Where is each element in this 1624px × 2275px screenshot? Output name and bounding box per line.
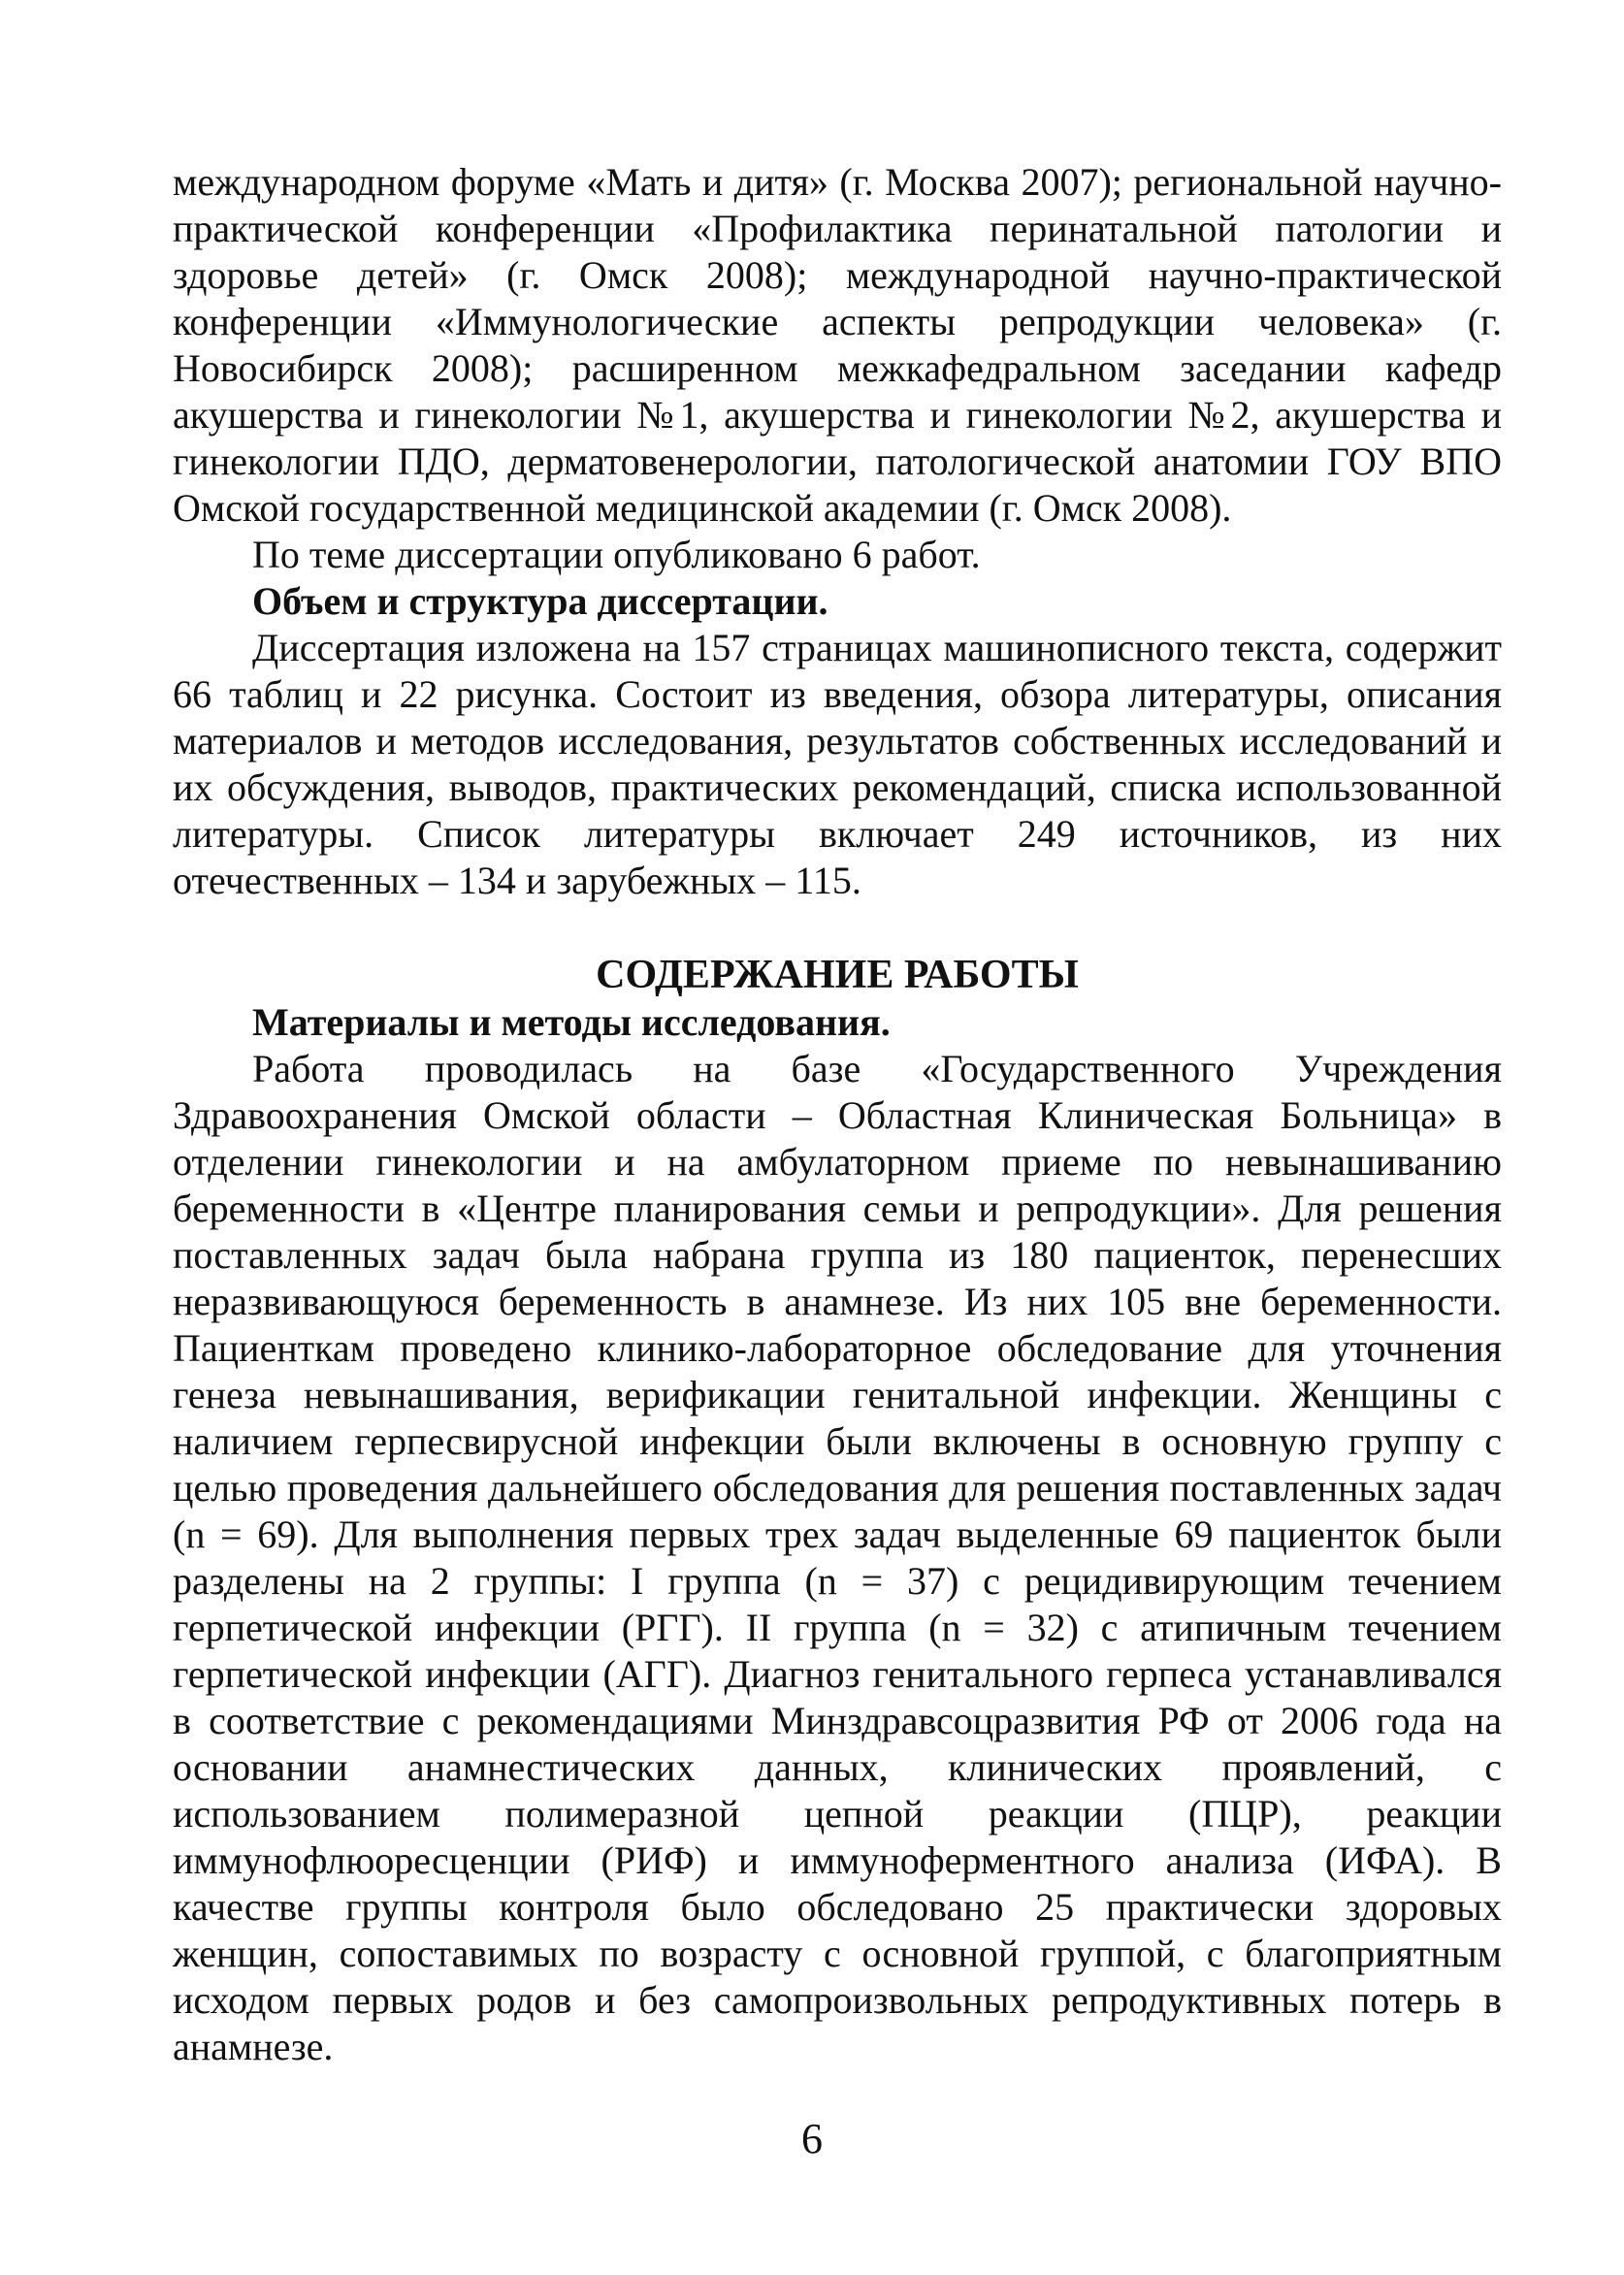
paragraph-approbation: международном форуме «Мать и дитя» (г. Москва 2007); региональной научно-практической конференции «Профилактика перинатальной патологии и здоровье детей» (г. Омск 2008); международной научно-практической конференции «Иммунологические аспекты репродукции человека» (г. Новосибирск 2008); расширенном межкафедральном заседании кафедр акушерства и гинекологии №1, акушерства и гинекологии №2, акушерства и гинекологии ПДО, дерматовенерологии, патологической анатомии ГОУ ВПО Омской государственной медицинской академии (г. Омск 2008). bbox=[173, 160, 1502, 530]
paragraph-methods: Работа проводилась на базе «Государственного Учреждения Здравоохранения Омской области – Областная Клиническая Больница» в отделении гинекологии и на амбулаторном приеме по невынашиванию беременности в «Центре планирования семьи и репродукции». Для решения поставленных задач была набрана группа из 180 пациенток, перенесших неразвивающуюся беременность в анамнезе. Из них 105 вне беременности. Пациенткам проведено клинико-лабораторное обследование для уточнения генеза невынашивания, верификации генитальной инфекции. Женщины с наличием герпесвирусной инфекции были включены в основную группу с целью проведения дальнейшего обследования для решения поставленных задач (n = 69). Для выполнения первых трех задач выделенные 69 пациенток были разделены на 2 группы: I группа (n = 37) с рецидивирующим течением герпетической инфекции (РГГ). II группа (n = 32) с атипичным течением герпетической инфекции (АГГ). Диагноз генитального герпеса устанавливался в соответствие с рекомендациями Минздравсоцразвития РФ от 2006 года на основании анамнестических данных, клинических проявлений, с использованием полимеразной цепной реакции (ПЦР), реакции иммунофлюоресценции (РИФ) и иммуноферментного анализа (ИФА). В качестве группы контроля было обследовано 25 практически здоровых женщин, сопоставимых по возрасту с основной группой, с благоприятным исходом первых родов и без самопроизвольных репродуктивных потерь в анамнезе. bbox=[173, 1047, 1502, 2068]
heading-structure: Объем и структура диссертации. bbox=[252, 579, 828, 623]
paragraph-publications: По теме диссертации опубликовано 6 работ. bbox=[252, 533, 981, 576]
paragraph-structure: Диссертация изложена на 157 страницах машинописного текста, содержит 66 таблиц и 22 рисунка. Состоит из введения, обзора литературы, описания материалов и методов исследования, результатов собственных исследований и их обсуждения, выводов, практических рекомендаций, списка использованной литературы. Список литературы включает 249 источников, из них отечественных – 134 и зарубежных – 115. bbox=[173, 626, 1502, 902]
section-title: СОДЕРЖАНИЕ РАБОТЫ bbox=[596, 953, 1079, 997]
heading-methods: Материалы и методы исследования. bbox=[252, 1000, 891, 1044]
page-content bbox=[173, 159, 1502, 2070]
page-number: 6 bbox=[801, 2115, 823, 2162]
